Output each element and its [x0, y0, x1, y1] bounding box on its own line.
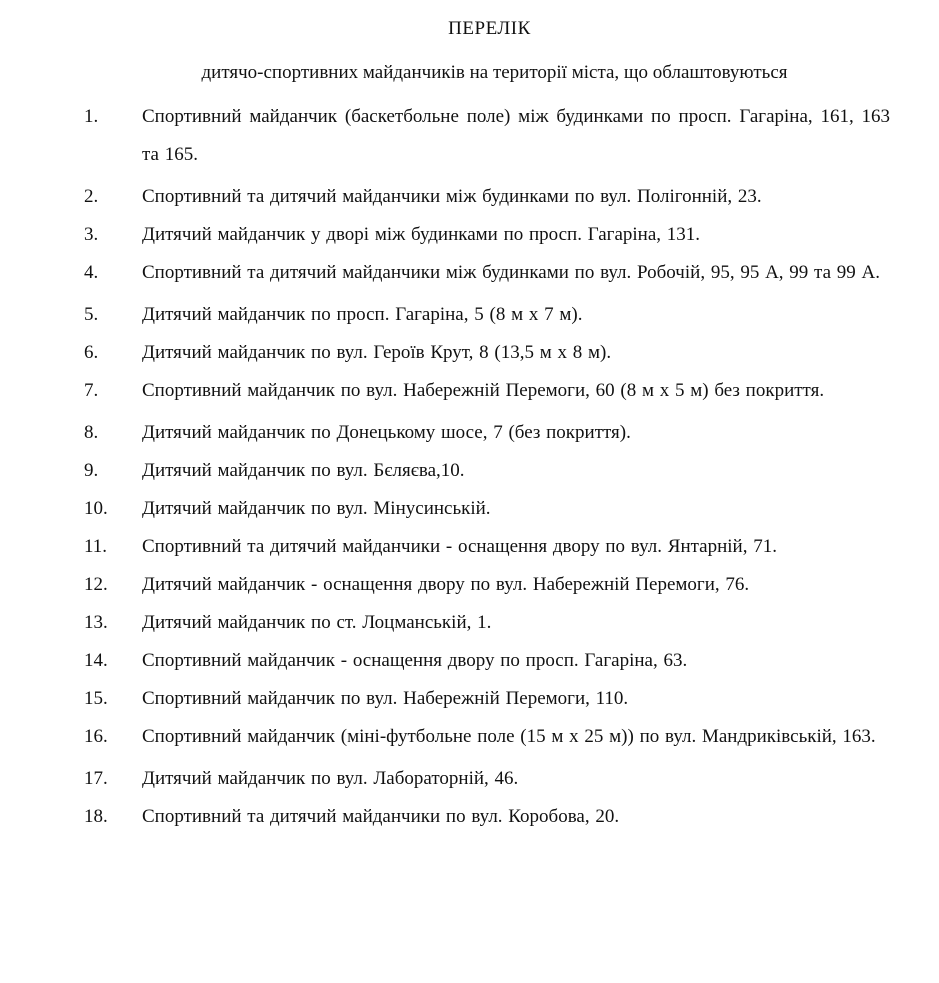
list-item-number: 14.	[84, 650, 108, 671]
list-item-text: Дитячий майданчик по просп. Гагаріна, 5 (8 м х 7 м).	[142, 304, 583, 325]
list-item	[0, 566, 939, 604]
list-item-number: 13.	[84, 612, 108, 633]
list-item	[0, 414, 939, 452]
list-item-text: Спортивний майданчик по вул. Набережній Перемоги, 60 (8 м х 5 м) без покриття.	[142, 380, 825, 401]
list-item-text: Дитячий майданчик по ст. Лоцманській, 1.	[142, 612, 492, 633]
document-title: ПЕРЕЛІК	[448, 18, 531, 39]
list-item-number: 6.	[84, 342, 99, 363]
list-item	[0, 680, 939, 718]
list-item-text: Дитячий майданчик по вул. Лабораторній, 46.	[142, 768, 519, 789]
list-item-text: Дитячий майданчик - оснащення двору по вул. Набережній Перемоги, 76.	[142, 574, 750, 595]
list-item	[0, 296, 939, 334]
list-item	[0, 760, 939, 798]
list-item	[0, 254, 939, 292]
list-item-number: 2.	[84, 186, 99, 207]
list-item	[0, 642, 939, 680]
list-item-text: Дитячий майданчик по вул. Бєляєва,10.	[142, 460, 465, 481]
list-item-text: Дитячий майданчик по Донецькому шосе, 7 (без покриття).	[142, 422, 631, 443]
list-item	[0, 216, 939, 254]
list-item-number: 10.	[84, 498, 108, 519]
facility-list	[0, 98, 939, 836]
list-item-text: Дитячий майданчик по вул. Героїв Крут, 8 (13,5 м х 8 м).	[142, 342, 612, 363]
list-item-text: Спортивний та дитячий майданчики між будинками по вул. Робочій, 95, 95 А, 99 та 99 А.	[142, 262, 880, 283]
list-item-number: 16.	[84, 726, 108, 747]
list-item	[0, 798, 939, 836]
list-item-text: Спортивний майданчик (баскетбольне поле) між будинками по просп. Гагаріна, 161, 163 та 165.	[142, 106, 890, 165]
list-item-number: 9.	[84, 460, 99, 481]
list-item-number: 15.	[84, 688, 108, 709]
list-item-number: 1.	[84, 106, 99, 127]
list-item-number: 11.	[84, 536, 108, 557]
list-item-number: 17.	[84, 768, 108, 789]
list-item-text: Спортивний та дитячий майданчики між будинками по вул. Полігонній, 23.	[142, 186, 762, 207]
list-item-number: 12.	[84, 574, 108, 595]
list-item-number: 8.	[84, 422, 99, 443]
list-item	[0, 372, 939, 410]
list-item-number: 4.	[84, 262, 99, 283]
list-item-text: Спортивний та дитячий майданчики - оснащення двору по вул. Янтарній, 71.	[142, 536, 777, 557]
list-item-text: Спортивний майданчик по вул. Набережній Перемоги, 110.	[142, 688, 629, 709]
list-item-text: Дитячий майданчик у дворі між будинками по просп. Гагаріна, 131.	[142, 224, 701, 245]
list-item-number: 3.	[84, 224, 99, 245]
list-item	[0, 604, 939, 642]
document-subtitle: дитячо-спортивних майданчиків на території міста, що облаштовуються	[201, 62, 788, 83]
list-item-text: Спортивний майданчик (міні-футбольне поле (15 м х 25 м)) по вул. Мандриківській, 163.	[142, 726, 876, 747]
list-item-number: 5.	[84, 304, 99, 325]
list-item-text: Спортивний майданчик - оснащення двору по просп. Гагаріна, 63.	[142, 650, 688, 671]
list-item-number: 7.	[84, 380, 99, 401]
list-item	[0, 334, 939, 372]
list-item	[0, 490, 939, 528]
list-item	[0, 98, 939, 174]
list-item-text: Дитячий майданчик по вул. Мінусинській.	[142, 498, 491, 519]
list-item-number: 18.	[84, 806, 108, 827]
list-item	[0, 452, 939, 490]
list-item	[0, 718, 939, 756]
list-item	[0, 178, 939, 216]
list-item	[0, 528, 939, 566]
list-item-text: Спортивний та дитячий майданчики по вул. Коробова, 20.	[142, 806, 620, 827]
